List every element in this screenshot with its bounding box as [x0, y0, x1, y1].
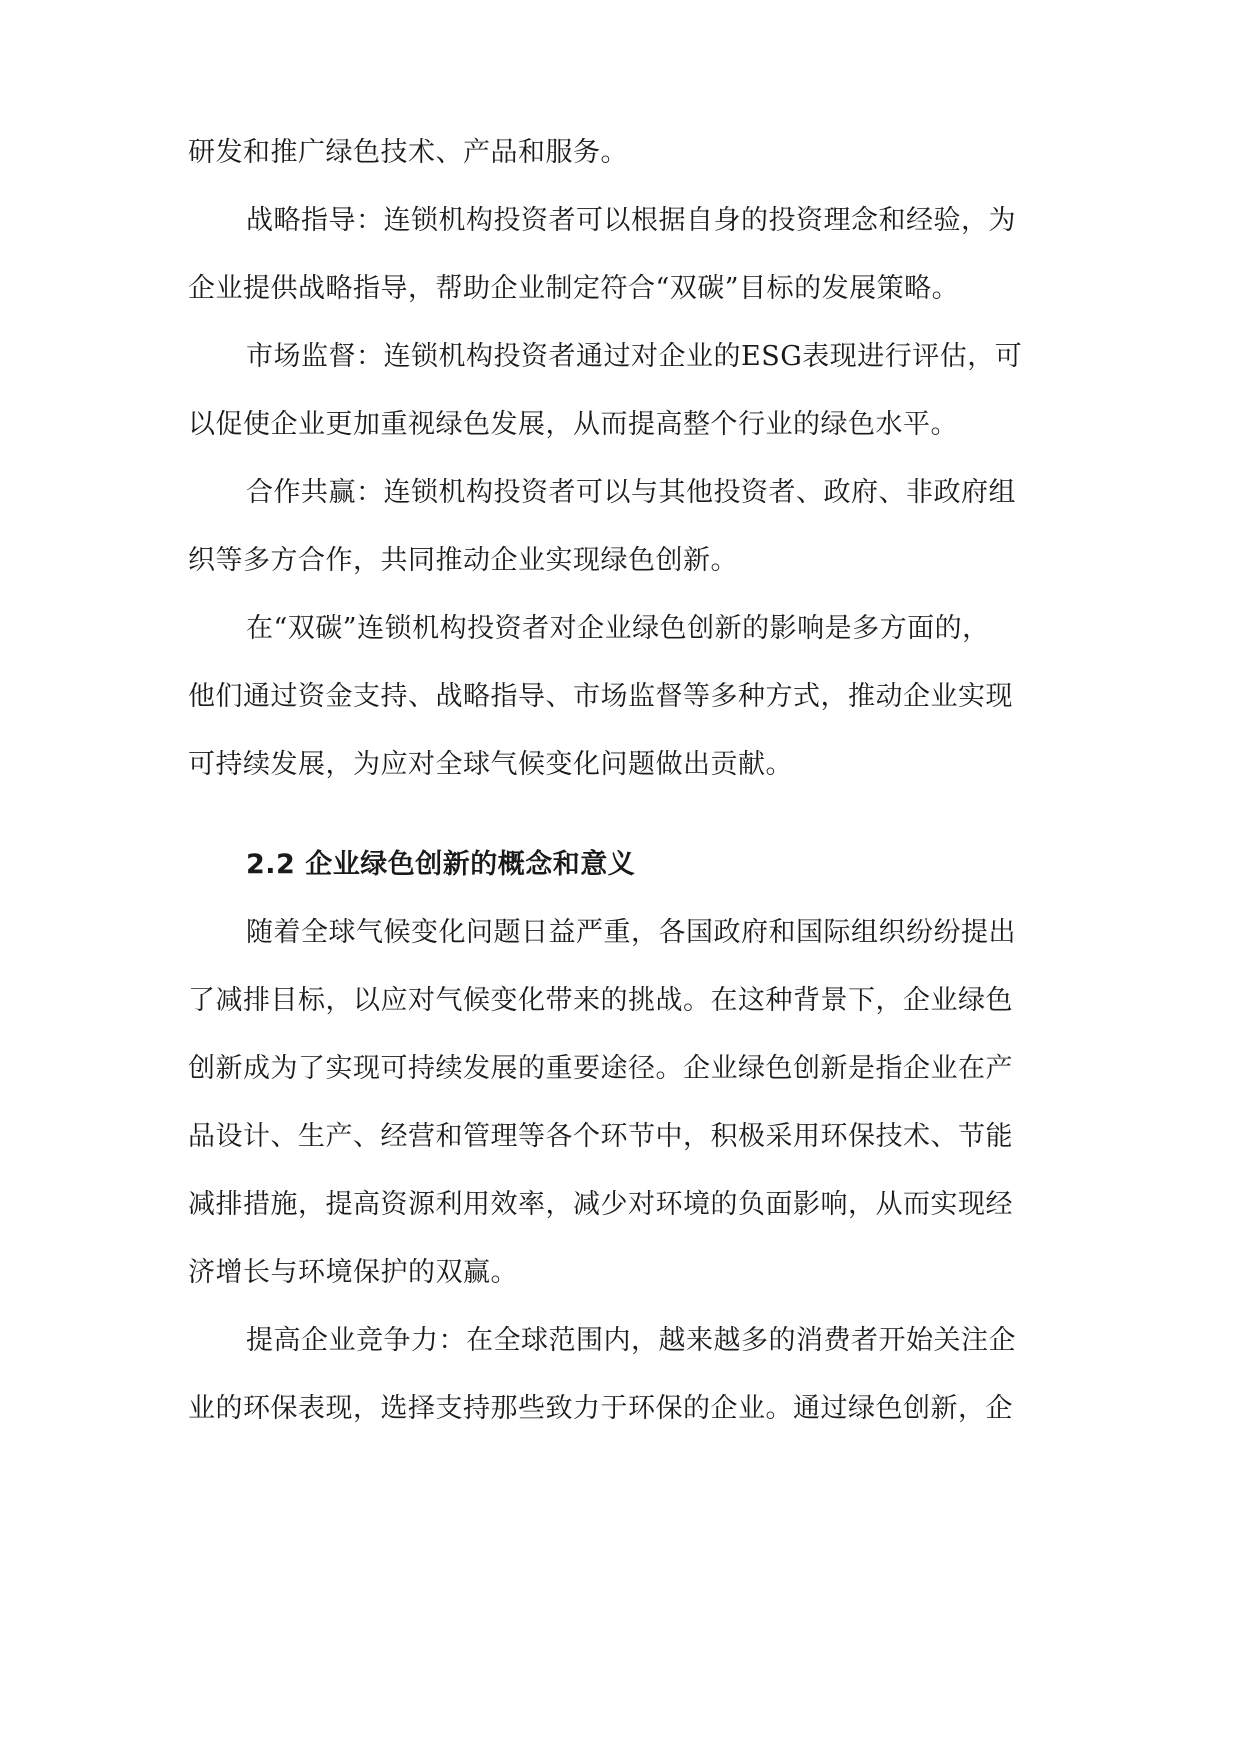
body-text-line: 提高企业竞争力：在全球范围内，越来越多的消费者开始关注企	[246, 1325, 1016, 1356]
body-text-line: 在“双碳”连锁机构投资者对企业绿色创新的影响是多方面的，	[246, 613, 990, 644]
body-text-line: 研发和推广绿色技术、产品和服务。	[188, 137, 628, 168]
body-text-line: 减排措施，提高资源利用效率，减少对环境的负面影响，从而实现经	[188, 1189, 1013, 1220]
section-heading: 2.2 企业绿色创新的概念和意义	[246, 849, 636, 880]
body-text-line: 创新成为了实现可持续发展的重要途径。企业绿色创新是指企业在产	[188, 1053, 1013, 1084]
body-text-line: 业的环保表现，选择支持那些致力于环保的企业。通过绿色创新，企	[188, 1393, 1013, 1424]
body-text-line: 织等多方合作，共同推动企业实现绿色创新。	[188, 545, 738, 576]
body-text-line: 品设计、生产、经营和管理等各个环节中，积极采用环保技术、节能	[188, 1121, 1013, 1152]
body-text-line: 市场监督：连锁机构投资者通过对企业的ESG表现进行评估，可	[246, 341, 1023, 372]
body-text-line: 战略指导：连锁机构投资者可以根据自身的投资理念和经验，为	[246, 205, 1016, 236]
body-text-line: 可持续发展，为应对全球气候变化问题做出贡献。	[188, 749, 793, 780]
body-text-line: 他们通过资金支持、战略指导、市场监督等多种方式，推动企业实现	[188, 681, 1013, 712]
body-text-line: 济增长与环境保护的双赢。	[188, 1257, 518, 1288]
body-text-line: 合作共赢：连锁机构投资者可以与其他投资者、政府、非政府组	[246, 477, 1016, 508]
body-text-line: 以促使企业更加重视绿色发展，从而提高整个行业的绿色水平。	[188, 409, 958, 440]
body-text-line: 随着全球气候变化问题日益严重，各国政府和国际组织纷纷提出	[246, 917, 1016, 948]
body-text-line: 了减排目标，以应对气候变化带来的挑战。在这种背景下，企业绿色	[188, 985, 1013, 1016]
body-text-line: 企业提供战略指导，帮助企业制定符合“双碳”目标的发展策略。	[188, 273, 960, 304]
